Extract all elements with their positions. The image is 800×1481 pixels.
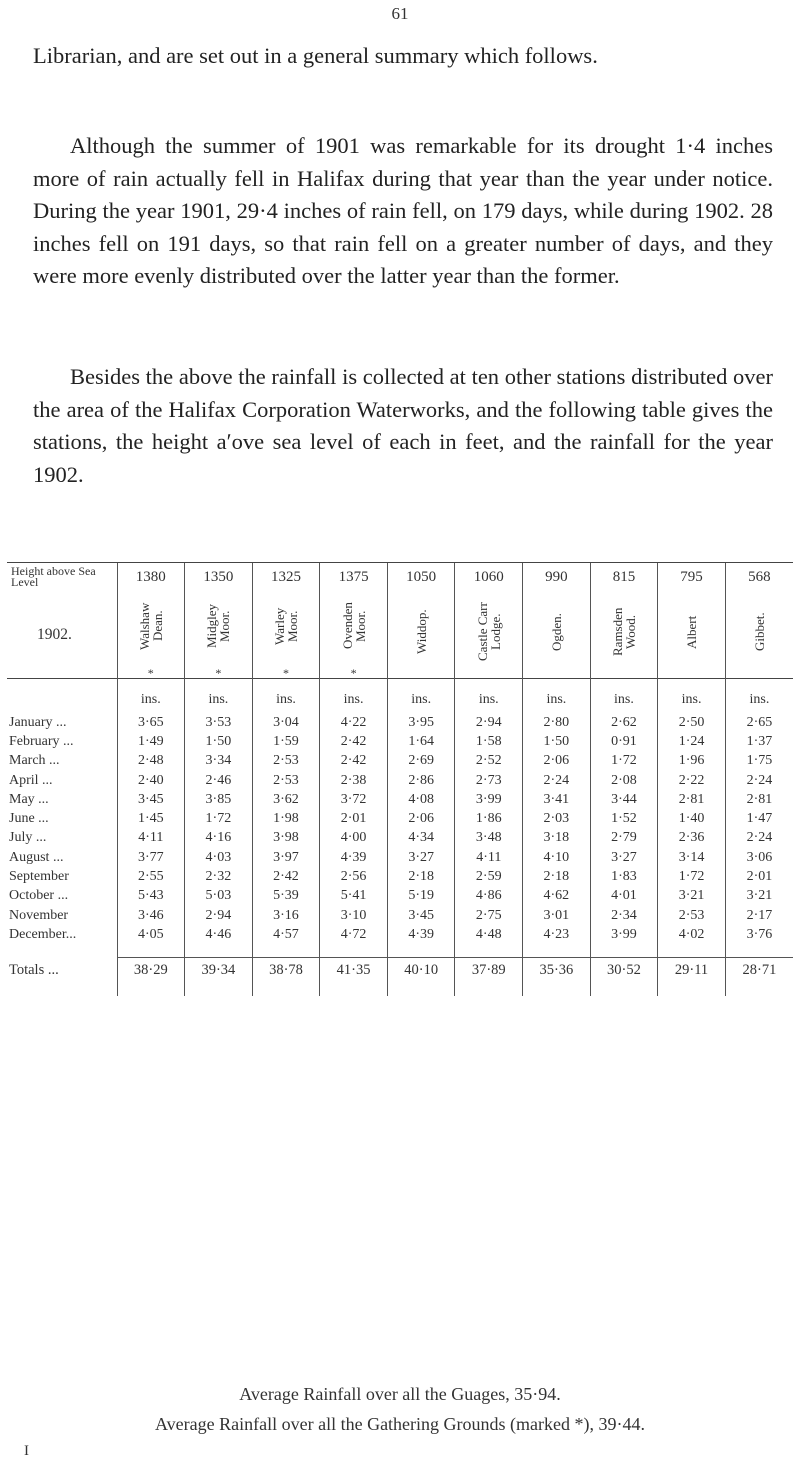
totals-spacer [7,945,793,958]
rainfall-value: 4·34 [387,829,455,848]
rule-cell [658,679,726,688]
rainfall-value: 3·21 [725,887,793,906]
station-height: 1050 [387,563,455,592]
rainfall-value: 1·47 [725,809,793,828]
rainfall-value: 2·69 [387,752,455,771]
tail-cell [7,984,117,996]
rainfall-value: 2·80 [523,713,591,732]
rainfall-value: 1·40 [658,809,726,828]
rainfall-value: 2·86 [387,771,455,790]
total-value: 38·78 [252,957,320,984]
rainfall-value: 3·76 [725,925,793,944]
units-row [7,687,793,713]
month-label: October ... [9,888,69,904]
tail-cell [725,984,793,996]
station-height: 1325 [252,563,320,592]
rainfall-value: 3·18 [523,829,591,848]
rainfall-value: 2·65 [725,713,793,732]
rainfall-value: 3·48 [455,829,523,848]
rainfall-value: 5·19 [387,887,455,906]
station-name: Ogden. [548,613,564,651]
paragraph-1: Librarian, and are set out in a general summary which follows. [33,43,598,68]
rainfall-value: 4·05 [117,925,185,944]
rainfall-value: 2·24 [725,771,793,790]
table-row [7,906,793,925]
station-row [7,591,793,679]
total-value: 28·71 [725,957,793,984]
tail-cell [590,984,658,996]
rainfall-value: 3·99 [455,790,523,809]
rainfall-value: 2·22 [658,771,726,790]
rainfall-value: 3·72 [320,790,388,809]
rainfall-value: 2·42 [320,732,388,751]
rainfall-value: 3·14 [658,848,726,867]
month-label: August ... [9,849,64,865]
rainfall-value: 3·62 [252,790,320,809]
units-label: ins. [117,687,185,713]
rainfall-value: 2·59 [455,867,523,886]
rainfall-value: 1·58 [455,732,523,751]
spacer-cell [658,945,726,958]
spacer-cell [185,945,253,958]
rainfall-value: 4·48 [455,925,523,944]
rainfall-value: 1·86 [455,809,523,828]
station-name-cell [455,591,523,679]
rainfall-value: 1·96 [658,752,726,771]
rainfall-value: 1·83 [590,867,658,886]
rainfall-value: 4·72 [320,925,388,944]
rainfall-value: 2·17 [725,906,793,925]
rainfall-value: 4·86 [455,887,523,906]
rainfall-value: 1·52 [590,809,658,828]
rainfall-value: 4·11 [455,848,523,867]
rainfall-value: 4·39 [320,848,388,867]
spacer-cell [725,945,793,958]
tail-cell [117,984,185,996]
rainfall-value: 4·08 [387,790,455,809]
rainfall-value: 3·85 [185,790,253,809]
rainfall-value: 3·01 [523,906,591,925]
rainfall-value: 4·10 [523,848,591,867]
rainfall-value: 2·38 [320,771,388,790]
rainfall-value: 4·16 [185,829,253,848]
month-label: March ... [9,753,60,769]
paragraph-3: Besides the above the rainfall is collected at ten other stations distributed over the area of the Halifax Corporation Waterworks, and the following table gives the stations, the height aʹove sea level of each in feet, and the rainfall for the year 1902. [33,364,773,487]
signature-mark: I [24,1443,29,1459]
station-name-cell [387,591,455,679]
rainfall-value: 4·39 [387,925,455,944]
rainfall-value: 2·56 [320,867,388,886]
rainfall-value: 2·24 [725,829,793,848]
gathering-ground-mark: * [350,666,357,680]
rainfall-value: 2·42 [320,752,388,771]
rainfall-value: 2·03 [523,809,591,828]
rainfall-value: 5·41 [320,887,388,906]
units-label: ins. [590,687,658,713]
spacer-cell [387,945,455,958]
rainfall-value: 3·95 [387,713,455,732]
rainfall-value: 3·16 [252,906,320,925]
station-height: 795 [658,563,726,592]
rainfall-value: 3·21 [658,887,726,906]
rainfall-value: 3·77 [117,848,185,867]
rainfall-value: 2·42 [252,867,320,886]
station-name-cell [523,591,591,679]
rule-cell [523,679,591,688]
station-name: Albert [684,615,700,649]
rainfall-value: 4·02 [658,925,726,944]
station-height: 1350 [185,563,253,592]
rainfall-value: 1·24 [658,732,726,751]
table-row [7,829,793,848]
station-name: Ovenden Moor. [339,602,368,650]
rainfall-value: 2·94 [455,713,523,732]
rainfall-value: 4·23 [523,925,591,944]
rainfall-value: 4·57 [252,925,320,944]
month-label: November [9,907,69,923]
rainfall-value: 2·52 [455,752,523,771]
rainfall-value: 2·53 [658,906,726,925]
station-name-cell [590,591,658,679]
table-row [7,771,793,790]
rainfall-value: 0·91 [590,732,658,751]
station-name-cell [185,591,253,679]
station-name-cell [252,591,320,679]
station-height: 815 [590,563,658,592]
rainfall-value: 2·06 [387,809,455,828]
rainfall-table [7,562,793,996]
station-name: Widdop. [413,609,429,655]
spacer-cell [7,945,117,958]
rainfall-value: 1·50 [523,732,591,751]
rainfall-value: 3·46 [117,906,185,925]
rainfall-value: 2·18 [523,867,591,886]
paragraph-2: Although the summer of 1901 was remarkable for its drought 1·4 inches more of rain actually fell in Halifax during that year than the year under notice. During the year 1901, 29·4 inches of rain fell, on 179 days, while during 1902. 28 inches fell on 191 days, so that rain fell on a greater number of days, and they were more evenly distributed over the latter year than the former. [33,133,773,288]
rainfall-value: 1·59 [252,732,320,751]
total-value: 37·89 [455,957,523,984]
station-height: 1060 [455,563,523,592]
rainfall-value: 2·40 [117,771,185,790]
rule-cell [590,679,658,688]
table-tail [7,984,793,996]
table-row [7,848,793,867]
tail-cell [387,984,455,996]
spacer-cell [523,945,591,958]
totals-row [7,957,793,984]
month-label: September [9,869,69,885]
rainfall-value: 1·75 [725,752,793,771]
rainfall-value: 5·43 [117,887,185,906]
rainfall-value: 3·04 [252,713,320,732]
rainfall-value: 2·75 [455,906,523,925]
rainfall-value: 4·00 [320,829,388,848]
tail-cell [252,984,320,996]
month-label: June ... [9,811,49,827]
gathering-ground-mark: * [215,666,222,680]
average-all-gauges: Average Rainfall over all the Guages, 35·94. [239,1384,561,1404]
rainfall-value: 1·72 [185,809,253,828]
table-row [7,752,793,771]
rainfall-value: 5·03 [185,887,253,906]
station-name-cell [658,591,726,679]
rainfall-value: 1·49 [117,732,185,751]
rainfall-value: 4·03 [185,848,253,867]
spacer-cell [252,945,320,958]
units-label: ins. [320,687,388,713]
rainfall-value: 3·53 [185,713,253,732]
rainfall-value: 3·27 [590,848,658,867]
rule-cell [387,679,455,688]
rainfall-value: 1·72 [658,867,726,886]
units-label: ins. [523,687,591,713]
station-height: 1375 [320,563,388,592]
station-name: Walshaw Dean. [136,602,165,650]
table-row [7,925,793,944]
rainfall-value: 4·46 [185,925,253,944]
spacer-cell [455,945,523,958]
table-row [7,790,793,809]
rainfall-value: 2·18 [387,867,455,886]
month-label: May ... [9,791,49,807]
rainfall-value: 2·55 [117,867,185,886]
rainfall-value: 2·32 [185,867,253,886]
rainfall-value: 2·81 [658,790,726,809]
rainfall-value: 2·81 [725,790,793,809]
station-name-cell [725,591,793,679]
rainfall-value: 3·10 [320,906,388,925]
table-row [7,867,793,886]
total-value: 41·35 [320,957,388,984]
total-value: 35·36 [523,957,591,984]
average-gathering-grounds: Average Rainfall over all the Gathering Grounds (marked *), 39·44. [155,1414,645,1434]
rule-cell [725,679,793,688]
units-label: ins. [387,687,455,713]
spacer-cell [590,945,658,958]
month-label: July ... [9,830,47,846]
spacer-cell [320,945,388,958]
rainfall-value: 4·62 [523,887,591,906]
units-label: ins. [658,687,726,713]
totals-label: Totals ... [9,961,59,978]
units-spacer [7,687,117,713]
station-height: 568 [725,563,793,592]
station-name: Gibbet. [751,612,767,652]
rainfall-value: 3·06 [725,848,793,867]
rainfall-value: 4·22 [320,713,388,732]
spacer-cell [117,945,185,958]
table-row [7,713,793,732]
tail-cell [185,984,253,996]
total-value: 29·11 [658,957,726,984]
rule-cell [455,679,523,688]
station-name-cell [117,591,185,679]
rainfall-value: 2·94 [185,906,253,925]
rainfall-value: 2·62 [590,713,658,732]
rainfall-value: 3·34 [185,752,253,771]
station-name: Castle Carr Lodge. [474,602,503,662]
month-label: December... [9,926,77,942]
total-value: 39·34 [185,957,253,984]
rainfall-value: 1·72 [590,752,658,771]
rainfall-value: 1·64 [387,732,455,751]
rainfall-value: 2·53 [252,771,320,790]
rainfall-value: 2·50 [658,713,726,732]
height-label: Height above Sea Level [7,563,117,592]
rainfall-value: 3·45 [387,906,455,925]
rainfall-value: 1·50 [185,732,253,751]
rainfall-value: 3·99 [590,925,658,944]
tail-cell [523,984,591,996]
month-label: April ... [9,772,53,788]
rainfall-value: 5·39 [252,887,320,906]
month-label: February ... [9,733,74,749]
tail-cell [658,984,726,996]
units-label: ins. [725,687,793,713]
month-label: January ... [9,714,67,730]
station-height: 1380 [117,563,185,592]
station-name-cell [320,591,388,679]
rainfall-value: 2·79 [590,829,658,848]
rainfall-value: 3·27 [387,848,455,867]
gathering-ground-mark: * [147,666,154,680]
rainfall-value: 1·45 [117,809,185,828]
station-name: Ramsden Wood. [609,607,638,657]
header-rule [7,679,793,688]
rainfall-value: 3·44 [590,790,658,809]
rainfall-value: 3·41 [523,790,591,809]
rainfall-value: 3·65 [117,713,185,732]
rainfall-value: 2·08 [590,771,658,790]
station-height: 990 [523,563,591,592]
rainfall-value: 2·34 [590,906,658,925]
station-name: Warley Moor. [271,607,300,645]
rainfall-value: 2·06 [523,752,591,771]
rainfall-value: 2·46 [185,771,253,790]
rainfall-value: 2·73 [455,771,523,790]
rainfall-value: 2·53 [252,752,320,771]
table-row [7,887,793,906]
tail-cell [320,984,388,996]
table-row [7,809,793,828]
total-value: 30·52 [590,957,658,984]
height-row [7,563,793,592]
year-label: 1902. [37,625,72,643]
total-value: 40·10 [387,957,455,984]
rainfall-value: 4·01 [590,887,658,906]
rainfall-value: 2·48 [117,752,185,771]
rainfall-value: 2·01 [320,809,388,828]
rainfall-value: 2·24 [523,771,591,790]
rainfall-value: 3·45 [117,790,185,809]
rainfall-value: 2·36 [658,829,726,848]
rainfall-value: 4·11 [117,829,185,848]
rainfall-value: 3·98 [252,829,320,848]
total-value: 38·29 [117,957,185,984]
rainfall-value: 3·97 [252,848,320,867]
rainfall-value: 1·37 [725,732,793,751]
rainfall-value: 1·98 [252,809,320,828]
units-label: ins. [185,687,253,713]
rule-cell [7,679,117,688]
gathering-ground-mark: * [282,666,289,680]
table-row [7,732,793,751]
tail-cell [455,984,523,996]
rainfall-value: 2·01 [725,867,793,886]
page-number: 61 [391,4,409,23]
units-label: ins. [252,687,320,713]
station-name: Midgley Moor. [204,603,233,649]
units-label: ins. [455,687,523,713]
